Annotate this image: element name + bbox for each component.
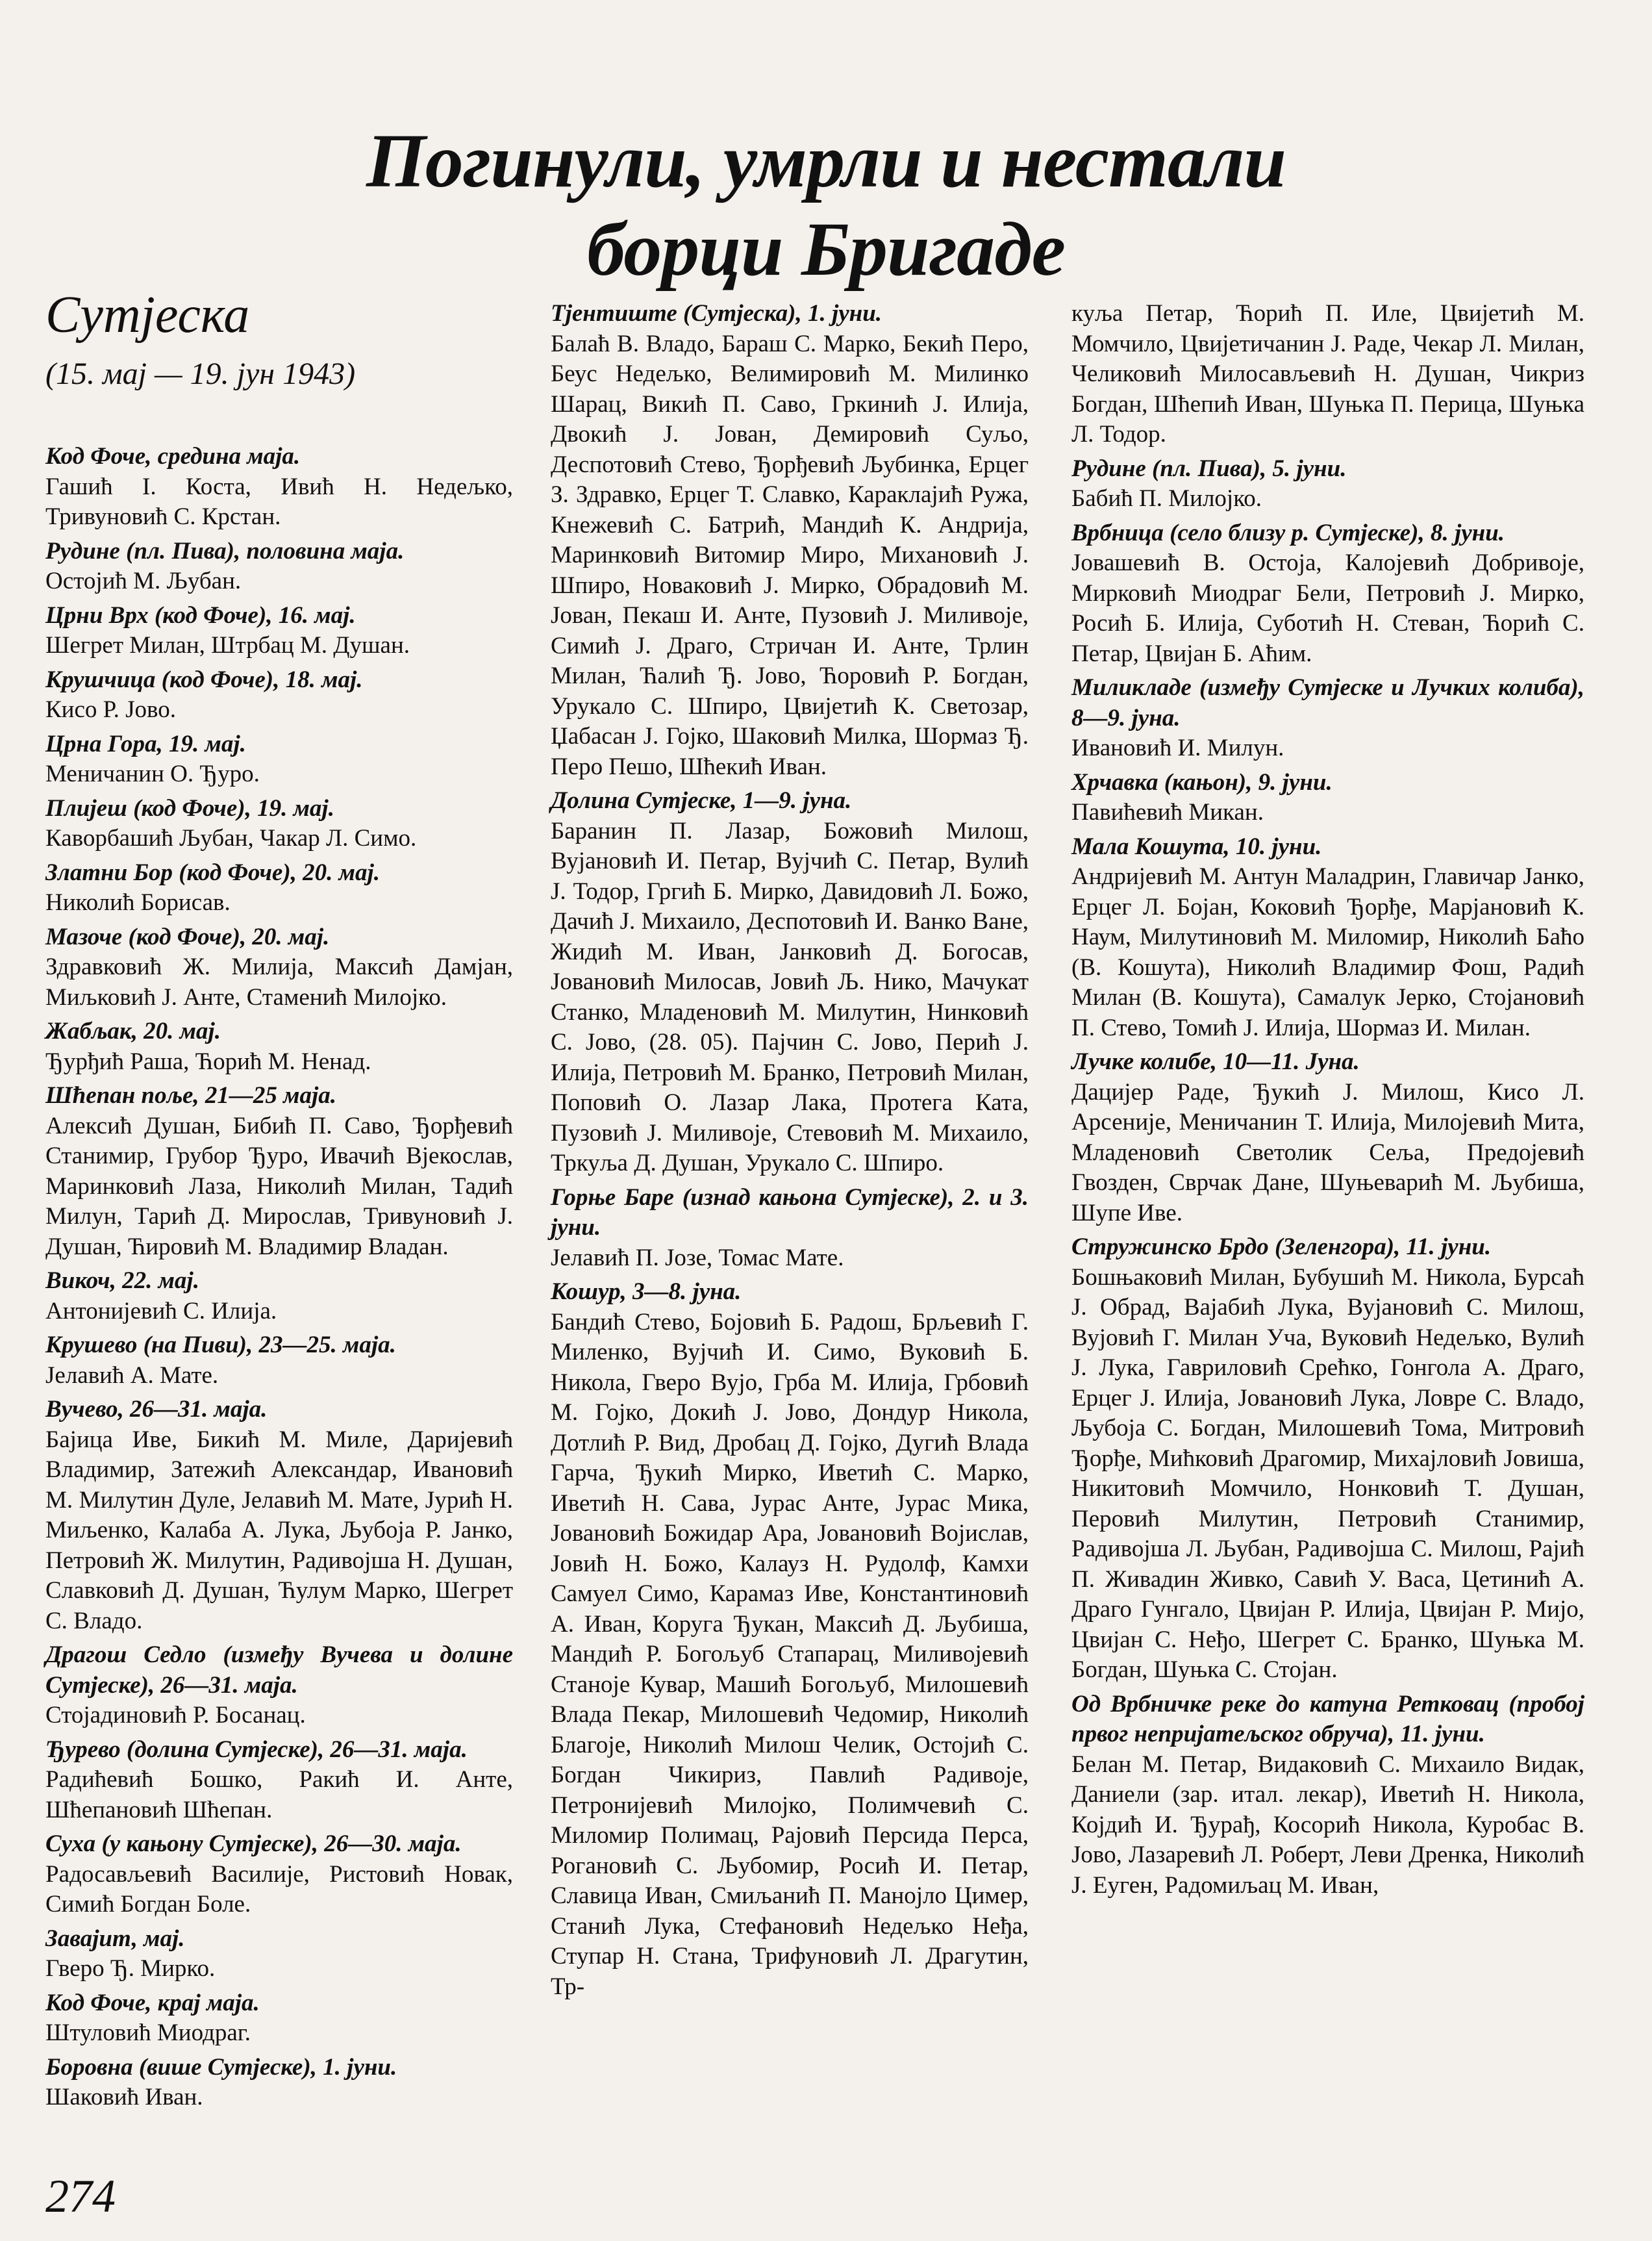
names-list: Јовашевић В. Остоја, Калојевић Добривоје, Мирковић Миодраг Бели, Петровић Ј. Мирко, Росић Б. Илија, Суботић Н. Стеван, Ћорић С. Петар, Цвијан Б. Аћим. (1071, 550, 1584, 667)
location-heading: Код Фоче, крај маја. (45, 1989, 260, 2016)
column-2 (551, 299, 1029, 2006)
names-list: Павићевић Микан. (1071, 799, 1264, 826)
page-title-line-2: борци Бригаде (586, 207, 1066, 292)
location-heading: Плијеш (код Фоче), 19. мај. (45, 794, 334, 822)
names-list: Бајица Иве, Бикић М. Миле, Даријевић Владимир, Затежић Александар, Ивановић М. Милутин Дуле, Јелавић М. Мате, Јурић Н. Миљенко, Калаба А. Лука, Љубоја Р. Јанко, Петровић Ж. Милутин, Радивојша Н. Душан, Славковић Д. Душан, Ћулум Марко, Шегрет С. Владо. (45, 1426, 513, 1634)
column-3 (1071, 299, 1584, 1905)
location-entry (45, 794, 513, 854)
location-heading: Црни Врх (код Фоче), 16. мај. (45, 601, 356, 629)
location-heading: Хрчавка (кањон), 9. јуни. (1071, 768, 1333, 796)
location-heading: Рудине (пл. Пива), 5. јуни. (1071, 455, 1347, 482)
location-heading: Код Фоче, средина маја. (45, 443, 301, 470)
names-list: Штуловић Миодраг. (45, 2019, 251, 2046)
location-entry (1071, 299, 1584, 450)
location-heading: Ђурево (долина Сутјеске), 26—31. маја. (45, 1736, 468, 1763)
location-entry (45, 922, 513, 1013)
names-list: Алексић Душан, Бибић П. Саво, Ђорђевић Станимир, Грубор Ђуро, Ивачић Вјекослав, Маринковић Лаза, Николић Милан, Тадић Милун, Тарић Д. Мирослав, Тривуновић Ј. Душан, Ћировић М. Владимир Владан. (45, 1112, 513, 1260)
location-entry (45, 1017, 513, 1077)
location-heading: Викоч, 22. мај. (45, 1267, 199, 1294)
names-list: Антонијевић С. Илија. (45, 1297, 277, 1324)
location-heading: Суха (у кањону Сутјеске), 26—30. маја. (45, 1830, 462, 1857)
location-entry (1071, 832, 1584, 1044)
location-entry (45, 601, 513, 661)
names-list: Бабић П. Милојко. (1071, 485, 1262, 512)
location-heading: Завајит, мај. (45, 1925, 185, 1952)
names-list: Остојић М. Љубан. (45, 568, 242, 594)
location-entry (45, 1988, 513, 2049)
names-list: Николић Борисав. (45, 889, 231, 916)
location-entry (45, 858, 513, 918)
names-list: Здравковић Ж. Милија, Максић Дамјан, Миљковић Ј. Анте, Стаменић Милојко. (45, 954, 513, 1011)
location-heading: Златни Бор (код Фоче), 20. мај. (45, 859, 381, 886)
names-list: Радосављевић Василије, Ристовић Новак, Симић Богдан Боле. (45, 1860, 513, 1918)
location-entry (45, 1330, 513, 1391)
location-entry (45, 442, 513, 533)
names-list: Гашић І. Коста, Ивић Н. Недељко, Тривуновић С. Крстан. (45, 473, 513, 530)
location-entry (1071, 673, 1584, 764)
location-entry (45, 1735, 513, 1826)
names-list: Ивановић И. Милун. (1071, 735, 1284, 761)
location-heading: Горње Баре (изнад кањона Сутјеске), 2. и 3. јуни. (551, 1184, 1029, 1241)
location-heading: Вучево, 26—31. маја. (45, 1396, 268, 1423)
page-title (0, 117, 1652, 294)
location-heading: Миликладе (између Сутјеске и Лучких колиба), 8—9. јуна. (1071, 674, 1584, 731)
names-list: Кисо Р. Јово. (45, 696, 176, 723)
location-heading: Врбница (село близу р. Сутјеске), 8. јуни. (1071, 519, 1505, 546)
location-entry (1071, 454, 1584, 514)
location-entry (1071, 518, 1584, 670)
location-entry (551, 1277, 1029, 2002)
location-entry (1071, 768, 1584, 828)
names-list: Шаковић Иван. (45, 2084, 203, 2110)
location-entry (45, 1924, 513, 1984)
location-entry (1071, 1232, 1584, 1686)
names-list: Бошњаковић Милан, Бубушић М. Никола, Бурсаћ Ј. Обрад, Вајабић Лука, Вујановић С. Милош, Вујовић Г. Милан Уча, Вуковић Недељко, Вулић Ј. Лука, Гавриловић Срећко, Гонгола А. Драго, Ерцег Ј. Илија, Јовановић Лука, Ловре С. Владо, Љубоја С. Богдан, Милошевић Тома, Митровић Ђорђе, Мићковић Драгомир, Михајловић Јовиша, Никитовић Момчило, Нонковић Т. Душан, Перовић Милутин, Петровић Станимир, Радивојша Л. Љубан, Радивојша С. Милош, Рајић П. Живадин Живко, Савић У. Васа, Цетинић А. Драго Гунгало, Цвијан Р. Илија, Цвијан Р. Мијо, Цвијан С. Нeђо, Шегрет С. Бранко, Шуњка М. Богдан, Шуњка С. Стојан. (1071, 1263, 1584, 1683)
location-heading: Мазоче (код Фоче), 20. мај. (45, 923, 330, 950)
location-heading: Стружинско Брдо (Зеленгора), 11. јуни. (1071, 1234, 1492, 1260)
location-heading: Крушево (на Пиви), 23—25. маја. (45, 1332, 396, 1358)
names-list: Меничанин О. Ђуро. (45, 761, 260, 787)
location-heading: Боровна (више Сутјеске), 1. јуни. (45, 2053, 397, 2081)
names-list: Каворбашић Љубан, Чакар Л. Симо. (45, 825, 417, 852)
location-heading: Жабљак, 20. мај. (45, 1018, 221, 1045)
location-heading: Тјентиште (Сутјеска), 1. јуни. (551, 300, 882, 327)
names-list: Андријевић М. Антун Маладрин, Главичар Јанко, Ерцег Л. Бојан, Коковић Ђорђе, Марјановић К. Наум, Милутиновић М. Миломир, Николић Бaћо (В. Кошута), Николић Владимир Фош, Радић Милан (В. Кошута), Самалук Јерко, Стојановић П. Стево, Томић Ј. Илија, Шормаз И. Милан. (1071, 863, 1584, 1041)
location-entry (45, 1640, 513, 1731)
location-heading: Крушчица (код Фоче), 18. мај. (45, 666, 363, 693)
names-list: куља Петар, Ћорић П. Иле, Цвијетић М. Момчило, Цвијетичанин Ј. Раде, Чекар Л. Милан, Челиковић Милосављевић Н. Душан, Чикриз Богдан, Шћепић Иван, Шуњка П. Перица, Шуњка Л. Тодор. (1071, 300, 1584, 448)
names-list: Јелавић А. Мате. (45, 1361, 219, 1389)
names-list: Јелавић П. Јозе, Томас Мате. (551, 1244, 844, 1271)
names-list: Стојадиновић Р. Босанац. (45, 1702, 306, 1728)
location-entry (1071, 1690, 1584, 1901)
location-entry (551, 786, 1029, 1179)
location-entry (45, 1081, 513, 1262)
column-1 (45, 442, 513, 2117)
names-list: Дацијер Раде, Ђукић Ј. Милош, Кисо Л. Арсеније, Меничанин Т. Илија, Милојевић Мита, Младеновић Светолик Сеља, Предојевић Гвозден, Сврчак Дане, Шуњеварић М. Љубиша, Шупе Иве. (1071, 1078, 1584, 1226)
location-heading: Мала Кошута, 10. јуни. (1071, 833, 1322, 860)
location-entry (45, 1266, 513, 1326)
location-heading: Кошур, 3—8. јуна. (551, 1278, 742, 1305)
section-period: (15. мај — 19. јун 1943) (45, 357, 356, 391)
location-entry (45, 1395, 513, 1636)
location-entry (551, 299, 1029, 782)
location-heading: Црна Гора, 19. мај. (45, 730, 246, 757)
names-list: Балаћ В. Владо, Бараш С. Марко, Бекић Перо, Беус Недељко, Велимировић М. Милинко Шарац, Викић П. Саво, Гркинић Ј. Илија, Двокић Ј. Јован, Демировић Суљо, Деспотовић Стево, Ђорђевић Љубинка, Ерцег З. Здравко, Ерцег Т. Славко, Караклајић Ружа, Кнежевић С. Батрић, Мандић К. Андрија, Маринковић Витомир Миро, Михановић Ј. Шпиро, Новаковић Ј. Мирко, Обрадовић М. Јован, Пекаш И. Анте, Пузовић Ј. Миливоје, Симић Ј. Драго, Стричан И. Анте, Трлин Милан, Ћалић Ђ. Јово, Ћоровић Р. Богдан, Урукало С. Шпиро, Цвијетић К. Светозар, Џабасан Ј. Гојко, Шаковић Милка, Шормаз Ђ. Перо Пешо, Шћекић Иван. (551, 330, 1029, 780)
location-entry (45, 537, 513, 597)
names-list: Баранин П. Лазар, Божовић Милош, Вујановић И. Петар, Вујчић С. Петар, Вулић Ј. Тодор, Гргић Б. Мирко, Давидовић Л. Божо, Дачић Ј. Михаило, Деспотовић И. Ванко Ване, Жидић М. Иван, Јанковић Д. Богосав, Јовановић Милосав, Јовић Љ. Нико, Мачукат Станко, Младеновић М. Милутин, Нинковић С. Јово, (28. 05). Пајчин С. Јово, Перић Ј. Илија, Петровић М. Бранко, Петровић Милан, Поповић О. Лазар Лака, Протега Ката, Пузовић Ј. Миливоје, Стевовић М. Михаило, Тркуља Д. Душан, Урукало С. Шпиро. (551, 817, 1029, 1176)
location-heading: Долина Сутјеске, 1—9. јуна. (551, 787, 852, 814)
page-title-line-1: Погинули, умрли и нестали (366, 118, 1286, 203)
page-number: 274 (45, 2170, 116, 2222)
names-list: Шегрет Милан, Штрбац М. Душан. (45, 632, 410, 659)
names-list: Радићевић Бошко, Ракић И. Анте, Шћепановић Шћепан. (45, 1766, 513, 1823)
location-entry (45, 1829, 513, 1920)
location-entry (45, 665, 513, 726)
location-entry (551, 1183, 1029, 1274)
names-list: Бандић Стево, Бојовић Б. Радош, Брљевић Г. Миленко, Вујчић И. Симо, Вуковић Б. Никола, Гверо Вујо, Грба М. Илија, Грбовић М. Гојко, Докић Ј. Јово, Дондур Никола, Дотлић Р. Вид, Дробац Д. Гојко, Дугић Влада Гарча, Ђукић Мирко, Иветић С. Марко, Иветић Н. Сава, Јурас Анте, Јурас Мика, Јовановић Божидар Ара, Јовановић Војислав, Јовић Н. Божо, Калауз Н. Рудолф, Камхи Самуел Симо, Карамаз Иве, Константиновић А. Иван, Коруга Ђукан, Максић Д. Љубиша, Мандић Р. Богољуб Стапарац, Миливојевић Станоје Кувар, Машић Богољуб, Милошевић Влада Пекар, Милошевић Чедомир, Николић Благоје, Николић Милош Челик, Остојић С. Богдан Чикириз, Павлић Радивоје, Петронијевић Милојко, Полимчевић С. Миломир Полимац, Рајовић Персида Перса, Рогановић С. Љубомир, Росић И. Петар, Славица Иван, Смиљанић П. Манојло Цимер, Станић Лука, Стефановић Недељко Неђа, Ступар Н. Стана, Трифуновић Л. Драгутин, Тр- (551, 1308, 1029, 2000)
location-heading: Од Врбничке реке до катуна Ретковац (пробој првог непријатељског обруча), 11. јуни. (1071, 1690, 1584, 1747)
names-list: Ђурђић Раша, Ћорић М. Ненад. (45, 1048, 371, 1075)
location-entry (45, 2053, 513, 2113)
location-heading: Рудине (пл. Пива), половина маја. (45, 537, 405, 564)
location-entry (1071, 1047, 1584, 1228)
location-entry (45, 729, 513, 790)
names-list: Белан М. Петар, Видаковић С. Михаило Видак, Даниели (зар. итал. лекар), Иветић Н. Никола, Којдић И. Ђурађ, Косорић Никола, Куробас В. Јово, Лазаревић Л. Роберт, Леви Дренка, Николић Ј. Еуген, Радомиљац М. Иван, (1071, 1751, 1584, 1899)
section-title: Сутјеска (45, 286, 250, 344)
location-heading: Шћепан поље, 21—25 маја. (45, 1082, 337, 1109)
location-heading: Лучке колибе, 10—11. Јуна. (1071, 1048, 1360, 1075)
names-list: Гверо Ђ. Мирко. (45, 1955, 216, 1982)
location-heading: Драгош Седло (између Вучева и долине Сутјеске), 26—31. маја. (45, 1641, 513, 1699)
